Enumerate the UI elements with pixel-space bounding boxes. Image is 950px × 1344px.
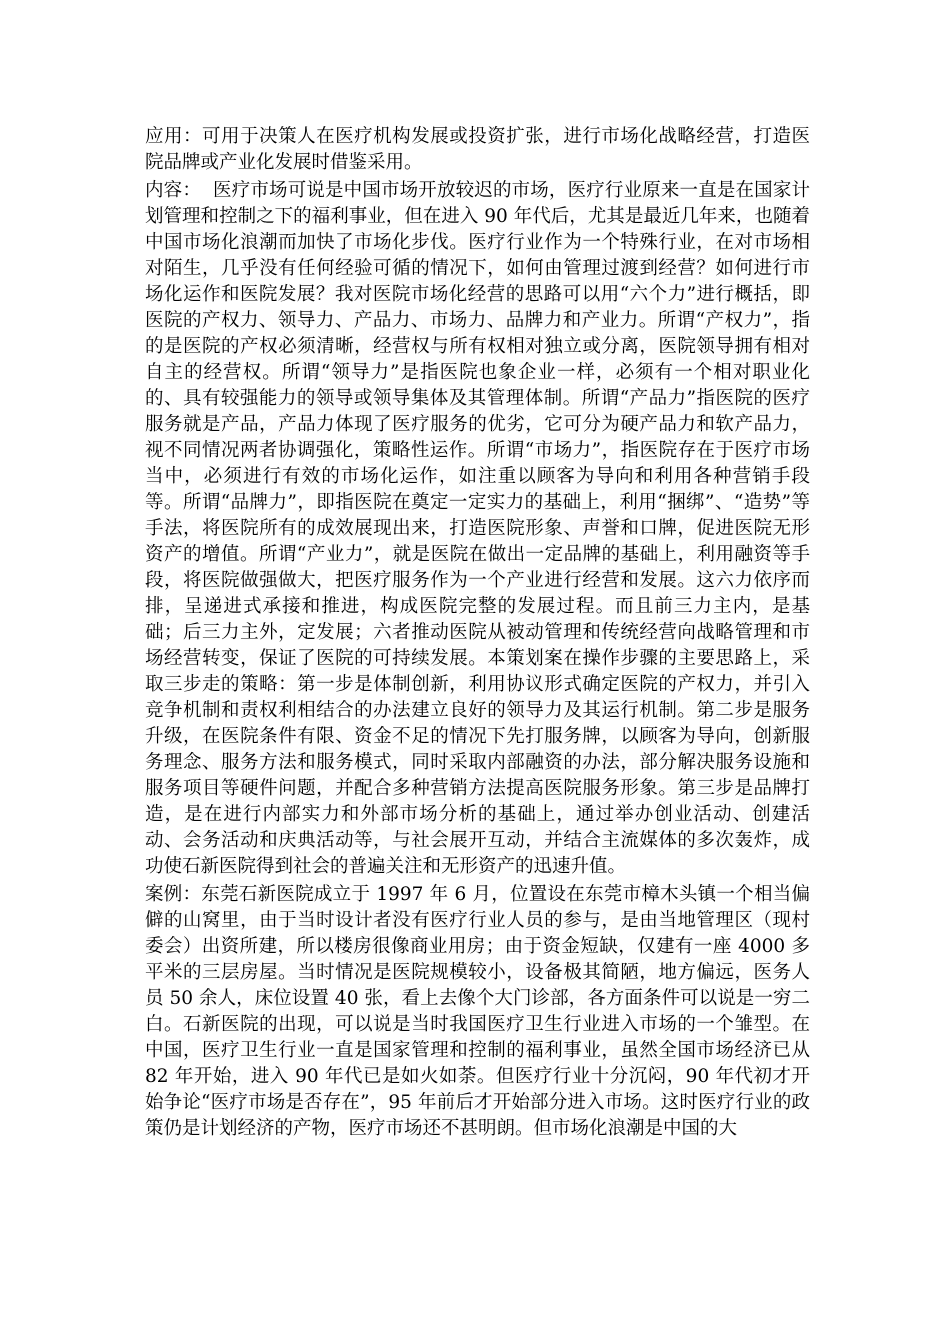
- application-paragraph: 应用：可用于决策人在医疗机构发展或投资扩张，进行市场化战略经营，打造医院品牌或产业化发展时借鉴采用。: [145, 126, 810, 173]
- document-page: [145, 124, 816, 1144]
- content-paragraph: 内容： 医疗市场可说是中国市场开放较迟的市场，医疗行业原来一直是在国家计划管理和控制之下的福利事业，但在进入 90 年代后，尤其是最近几年来，也随着中国市场化浪潮而加快了市场化步伐。医疗行业作为一个特殊行业，在对市场相对陌生，几乎没有任何经验可循的情况下，如何由管理过渡到经营？如何进行市场化运作和医院发展？我对医院市场化经营的思路可以用“六个力”进行概括，即医院的产权力、领导力、产品力、市场力、品牌力和产业力。所谓“产权力”，指的是医院的产权必须清晰，经营权与所有权相对独立或分离，医院领导拥有相对自主的经营权。所谓“领导力”是指医院也象企业一样，必须有一个相对职业化的、具有较强能力的领导或领导集体及其管理体制。所谓“产品力”指医院的医疗服务就是产品，产品力体现了医疗服务的优劣，它可分为硬产品力和软产品力，视不同情况两者协调强化，策略性运作。所谓“市场力”，指医院存在于医疗市场当中，必须进行有效的市场化运作，如注重以顾客为导向和利用各种营销手段等。所谓“品牌力”，即指医院在奠定一定实力的基础上，利用“捆绑”、“造势”等手法，将医院所有的成效展现出来，打造医院形象、声誉和口牌，促进医院无形资产的增值。所谓“产业力”，就是医院在做出一定品牌的基础上，利用融资等手段，将医院做强做大，把医疗服务作为一个产业进行经营和发展。这六力依序而排，呈递进式承接和推进，构成医院完整的发展过程。而且前三力主内，是基础；后三力主外，定发展；六者推动医院从被动管理和传统经营向战略管理和市场经营转变，保证了医院的可持续发展。本策划案在操作步骤的主要思路上，采取三步走的策略：第一步是体制创新，利用协议形式确定医院的产权力，并引入竞争机制和责权利相结合的办法建立良好的领导力及其运行机制。第二步是服务升级，在医院条件有限、资金不足的情况下先打服务牌，以顾客为导向，创新服务理念、服务方法和服务模式，同时采取内部融资的办法，部分解决服务设施和服务项目等硬件问题，并配合多种营销方法提高医院服务形象。第三步是品牌打造，是在进行内部实力和外部市场分析的基础上，通过举办创业活动、创建活动、会务活动和庆典活动等，与社会展开互动，并结合主流媒体的多次轰炸，成功使石新医院得到社会的普遍关注和无形资产的迅速升值。: [145, 180, 810, 877]
- case-paragraph: 案例：东莞石新医院成立于 1997 年 6 月，位置设在东莞市樟木头镇一个相当偏僻的山窝里，由于当时设计者没有医疗行业人员的参与，是由当地管理区（现村委会）出资所建，所以楼房很像商业用房；由于资金短缺，仅建有一座 4000 多平米的三层房屋。当时情况是医院规模较小，设备极其简陋，地方偏远，医务人员 50 余人，床位设置 40 张，看上去像个大门诊部，各方面条件可以说是一穷二白。石新医院的出现，可以说是当时我国医疗卫生行业进入市场的一个雏型。在中国，医疗卫生行业一直是国家管理和控制的福利事业，虽然全国市场经济已从 82 年开始，进入 90 年代已是如火如荼。但医疗行业十分沉闷，90 年代初才开始争论“医疗市场是否存在”，95 年前后才开始部分进入市场。这时医疗行业的政策仍是计划经济的产物，医疗市场还不甚明朗。但市场化浪潮是中国的大: [145, 884, 816, 1139]
